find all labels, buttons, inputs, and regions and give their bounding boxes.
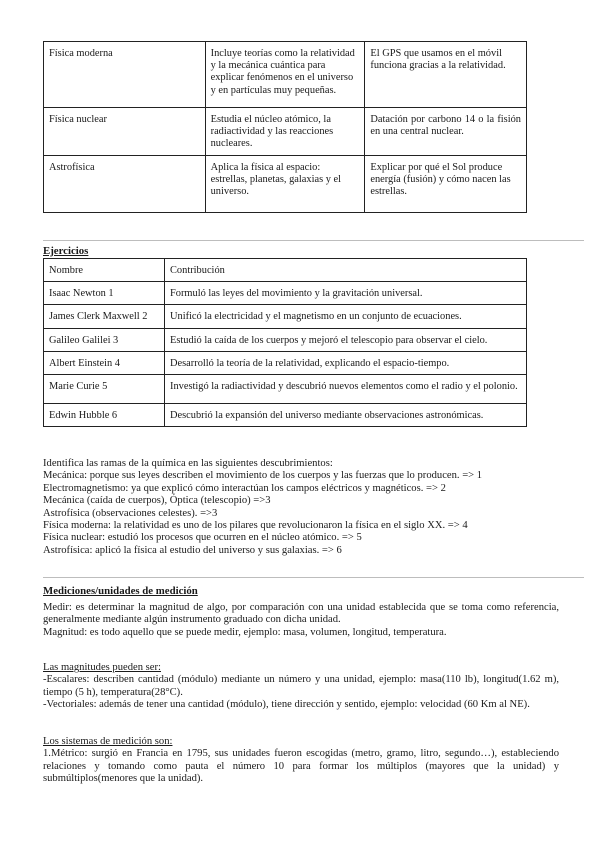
branch-example-cell: El GPS que usamos en el móvil funciona gracias a la relatividad. xyxy=(365,42,527,108)
branches-table xyxy=(43,41,527,213)
contribution-cell: Formuló las leyes del movimiento y la gravitación universal. xyxy=(165,282,527,305)
escalares-paragraph: -Escalares: describen cantidad (módulo) mediante un número y una unidad, ejemplo: masa(110 lb), longitud(1.62 m), tiempo (5 h), temperatura(28°C). xyxy=(43,674,559,698)
scientist-name-cell: Marie Curie 5 xyxy=(44,375,165,404)
branch-example-cell: Datación por carbono 14 o la fisión en una central nuclear. xyxy=(365,108,527,156)
scientist-name-cell: Edwin Hubble 6 xyxy=(44,404,165,427)
table-row xyxy=(44,282,527,305)
branch-description-cell: Incluye teorías como la relatividad y la mecánica cuántica para explicar fenómenos en el universo y en partículas muy pequeñas. xyxy=(205,42,365,108)
mediciones-block xyxy=(43,602,559,639)
table-row xyxy=(44,404,527,427)
contribution-cell: Descubrió la expansión del universo mediante observaciones astronómicas. xyxy=(165,404,527,427)
identifica-line: Electromagnetismo: ya que explicó cómo interactúan los campos eléctricos y magnéticos. => 2 xyxy=(43,482,446,494)
table-row xyxy=(44,108,527,156)
branch-example-cell: Explicar por qué el Sol produce energía (fusión) y cómo nacen las estrellas. xyxy=(365,155,527,212)
table-row xyxy=(44,375,527,404)
branch-description-cell: Aplica la física al espacio: estrellas, planetas, galaxias y el universo. xyxy=(205,155,365,212)
table-row xyxy=(44,155,527,212)
scientist-name-cell: Isaac Newton 1 xyxy=(44,282,165,305)
sistemas-subtitle: Los sistemas de medición son: xyxy=(43,736,173,747)
mediciones-title: Mediciones/unidades de medición xyxy=(43,585,198,597)
sistemas-block xyxy=(43,736,559,786)
branch-name-cell: Astrofísica xyxy=(44,155,206,212)
identifica-line: Mecánica: porque sus leyes describen el movimiento de los cuerpos y las fuerzas que lo producen. => 1 xyxy=(43,470,483,482)
scientist-name-cell: Albert Einstein 4 xyxy=(44,351,165,374)
identifica-intro: Identifica las ramas de la química en las siguientes descubrimientos: xyxy=(43,458,333,469)
table-header-row xyxy=(44,259,527,282)
scientist-name-cell: James Clerk Maxwell 2 xyxy=(44,305,165,328)
ejercicios-title: Ejercicios xyxy=(43,245,89,257)
contribution-cell: Desarrolló la teoría de la relatividad, explicando el espacio-tiempo. xyxy=(165,351,527,374)
identifica-line: Astrofísica: aplicó la física al estudio del universo y sus galaxias. => 6 xyxy=(43,544,342,556)
magnitudes-block xyxy=(43,662,559,712)
header-contribucion: Contribución xyxy=(165,259,527,282)
header-nombre: Nombre xyxy=(44,259,165,282)
identifica-line: Astrofísica (observaciones celestes). =>3 xyxy=(43,507,218,519)
metrico-paragraph: 1.Métrico: surgió en Francia en 1795, sus unidades fueron escogidas (metro, gramo, litro, segundo…), estableciendo relaciones y tomando como pauta el número 10 para formar los múltiplos (mayores que la unidad) y submúltiplos(menores que la unidad). xyxy=(43,748,559,785)
identifica-block xyxy=(43,458,559,557)
contribution-cell: Estudió la caída de los cuerpos y mejoró el telescopio para observar el cielo. xyxy=(165,328,527,351)
table-row xyxy=(44,351,527,374)
contribution-cell: Unificó la electricidad y el magnetismo en un conjunto de ecuaciones. xyxy=(165,305,527,328)
magnitudes-subtitle: Las magnitudes pueden ser: xyxy=(43,662,161,673)
branch-description-cell: Estudia el núcleo atómico, la radiactividad y las reacciones nucleares. xyxy=(205,108,365,156)
scientist-name-cell: Galileo Galilei 3 xyxy=(44,328,165,351)
table-row xyxy=(44,42,527,108)
contribution-cell: Investigó la radiactividad y descubrió nuevos elementos como el radio y el polonio. xyxy=(165,375,527,404)
section-divider xyxy=(43,577,584,578)
medir-paragraph: Medir: es determinar la magnitud de algo, por comparación con una unidad establecida que se toma como referencia, generalmente mediante algún instrumento graduado con dicha unidad. xyxy=(43,602,559,626)
identifica-line: Mecánica (caída de cuerpos), Óptica (telescopio) =>3 xyxy=(43,495,271,507)
magnitud-paragraph: Magnitud: es todo aquello que se puede medir, ejemplo: masa, volumen, longitud, temperatura. xyxy=(43,626,447,638)
table-row xyxy=(44,328,527,351)
identifica-line: Física moderna: la relatividad es uno de los pilares que revolucionaron la física en el siglo XX. => 4 xyxy=(43,520,468,532)
identifica-line: Física nuclear: estudió los procesos que ocurren en el núcleo atómico. => 5 xyxy=(43,532,362,544)
branch-name-cell: Física moderna xyxy=(44,42,206,108)
section-divider xyxy=(43,240,584,241)
vectoriales-paragraph: -Vectoriales: además de tener una cantidad (módulo), tiene dirección y sentido, ejemplo: velocidad (60 Km al NE). xyxy=(43,699,530,711)
table-row xyxy=(44,305,527,328)
ejercicios-table xyxy=(43,258,527,427)
branch-name-cell: Física nuclear xyxy=(44,108,206,156)
